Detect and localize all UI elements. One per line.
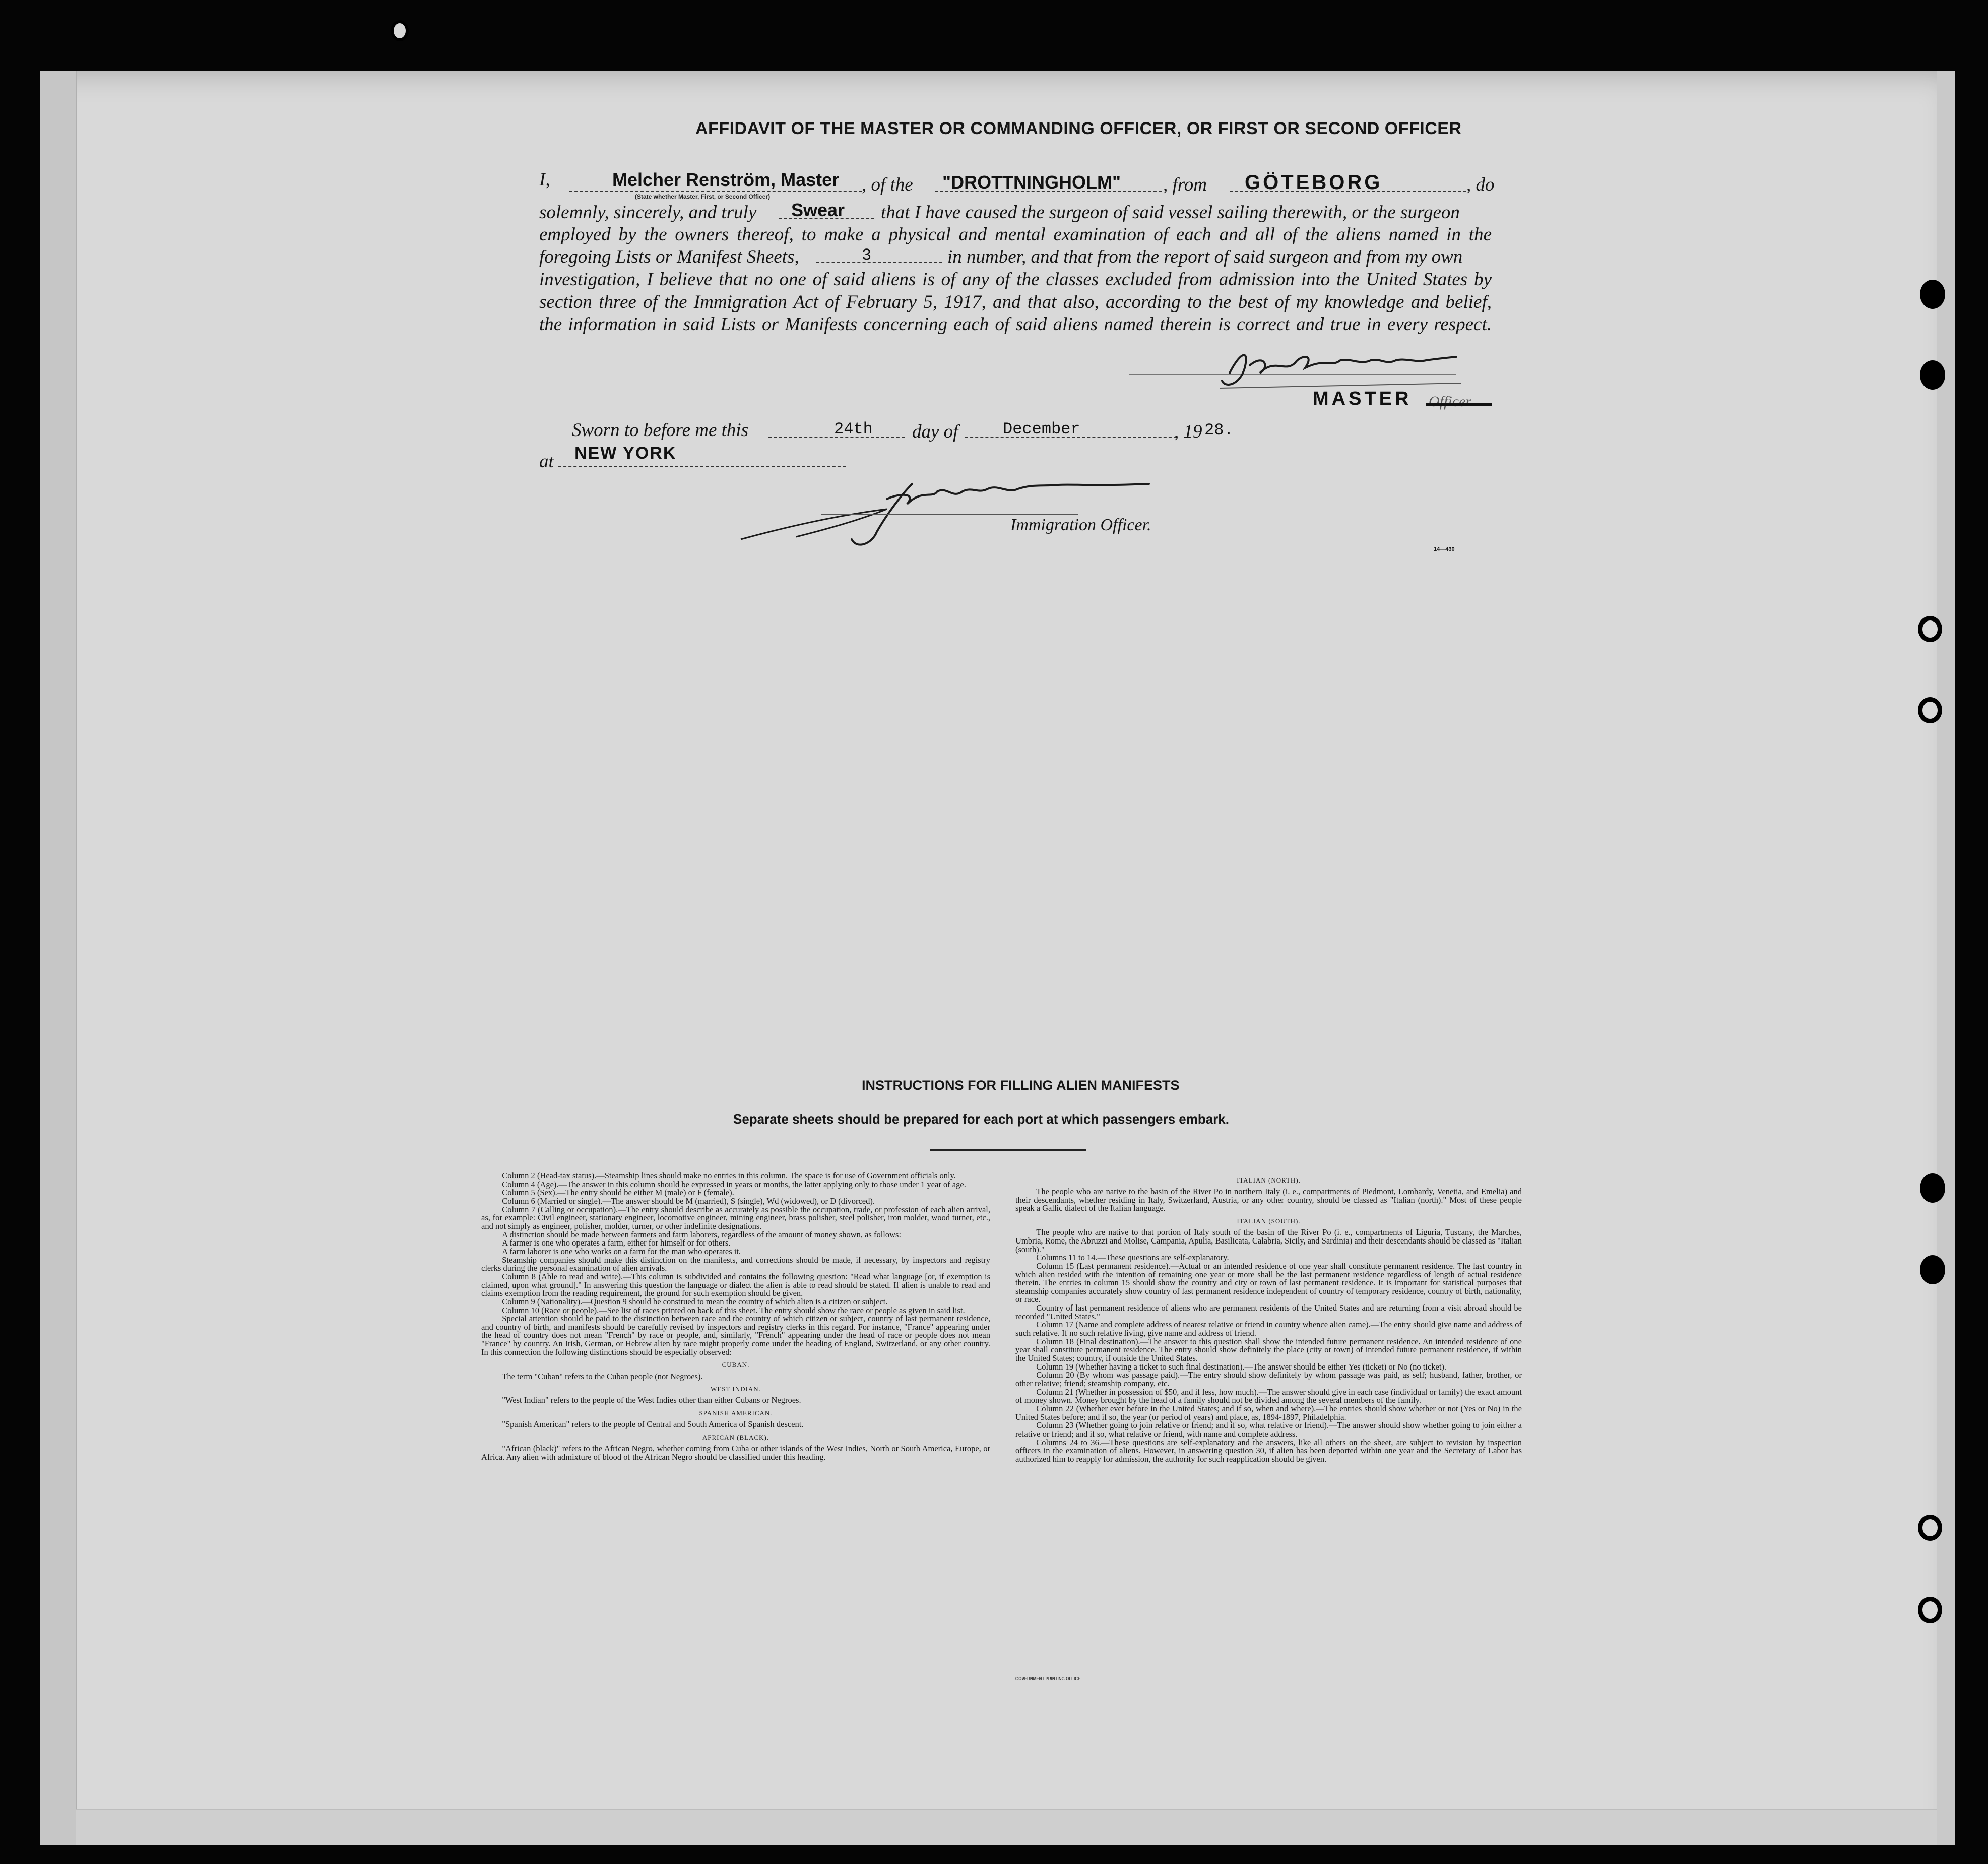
binder-hole-icon	[1920, 360, 1945, 390]
instruction-paragraph: A farm laborer is one who works on a farm for the man who operates it.	[502, 1246, 741, 1256]
officer-struck-word: Officer	[1429, 393, 1471, 410]
sheet-count: 3	[862, 246, 872, 265]
affidavit-line-1	[539, 169, 550, 191]
instruction-paragraph: Column 18 (Final destination).—The answer to this question shall show the intended future permanent residence. An intended residence of one year shall constitute permanent residence. The entry should show definitely the place (city or town) of intended future permanent residence, if within the United States; country, if outside the United States.	[1015, 1336, 1522, 1363]
instruction-paragraph: Column 2 (Head-tax status).—Steamship lines should make no entries in this column. The space is for use of Government officials only.	[502, 1171, 956, 1180]
bottom-edge	[76, 1809, 1937, 1845]
section-text: The people who are native to the basin of the River Po in northern Italy (i. e., compartments of Piedmont, Lombardy, Venetia, and Emelia) and their descendants, whether residing in Italy, Switzerland, Austria, or any other country, should be classed as "Italian (north)." Most of these people speak a Gallic dialect of the Italian language.	[1015, 1187, 1522, 1213]
master-title: MASTER	[1313, 388, 1412, 409]
binder-hole-icon	[1918, 616, 1942, 642]
affidavit-line-2-rest: that I have caused the surgeon of said vessel sailing therewith, or the surgeon	[881, 202, 1460, 223]
instruction-paragraph: Column 7 (Calling or occupation).—The entry should describe as accurately as possible the occupation, trade, or profession of each alien arrival, as, for example: Civil engineer, stationary engineer, locomotive engineer, mining engineer, brass polisher, steel polisher, iron molder, wood turner, etc., and not simply as engineer, polisher, molder, turner, or other indefinite designations.	[481, 1204, 990, 1231]
affidavit-line-4-rest: in number, and that from the report of said surgeon and from my own	[947, 246, 1463, 267]
instruction-paragraph: Column 15 (Last permanent residence).—Actual or an intended residence of one year shall constitute permanent residence. The last country in which alien resided with the intention of remaining one year or more shall be the last permanent residence regardless of length of actual residence therein. The entries in column 15 should show the country and city or town of last permanent residence. It is important for statistical purposes that steamship companies accurately show country of last permanent residence independent of country of temporary residence, country of birth, nationality, or race.	[1015, 1261, 1522, 1304]
affidavit-line-7: the information in said Lists or Manifests concerning each of said aliens named therein is correct and true in every respect.	[539, 314, 1492, 335]
of-the-label: , of the	[862, 174, 913, 195]
section-heading: AFRICAN (BLACK).	[702, 1433, 769, 1441]
master-name: Melcher Renström, Master	[612, 169, 840, 190]
port-name: GÖTEBORG	[1245, 171, 1383, 194]
form-number: 14—430	[1434, 546, 1455, 552]
instruction-paragraph: Column 8 (Able to read and write).—This column is subdivided and contains the following question: "Read what language [or, if exemption is claimed, upon what ground]." In answering this question the language or dialect the alien is able to read should be stated. If alien is unable to read and claims exemption from the reading requirement, the ground for such exemption should be given.	[481, 1271, 990, 1298]
binder-hole-icon	[1920, 280, 1945, 309]
instruction-paragraph: Column 19 (Whether having a ticket to such final destination).—The answer should be either Yes (ticket) or No (no ticket).	[1036, 1361, 1447, 1372]
affidavit-line-5: investigation, I believe that no one of said aliens is of any of the classes excluded from admission into the United States by	[539, 269, 1492, 290]
binder-hole-icon	[1918, 1515, 1942, 1541]
printer-imprint: GOVERNMENT PRINTING OFFICE	[1015, 1676, 1081, 1681]
section-heading: ITALIAN (SOUTH).	[1237, 1217, 1301, 1225]
year-prefix: , 19	[1174, 421, 1202, 442]
day-of-label: day of	[912, 421, 958, 442]
instruction-paragraph: Special attention should be paid to the distinction between race and the country of which citizen or subject, country of last permanent residence, and country of birth, and manifests should be carefully revised by inspectors and registry clerks in this regard. For instance, "France" appearing under the head of country does not mean "French" by race or people, and, similarly, "French" appearing under the head of race or people does not mean "France" by country. An Irish, German, or Hebrew alien by race might properly come under the heading of England, Switzerland, or any other country. In this connection the following distinctions should be especially observed:	[481, 1314, 990, 1357]
binder-hole-icon	[1920, 1173, 1945, 1203]
instructions-subtitle: Separate sheets should be prepared for each port at which passengers embark.	[733, 1111, 1229, 1127]
do-label: , do	[1466, 174, 1495, 195]
instruction-paragraph: Columns 11 to 14.—These questions are self-explanatory.	[1036, 1253, 1229, 1263]
section-text: "African (black)" refers to the African Negro, whether coming from Cuba or other islands of the West Indies, North or South America, Europe, or Africa. Any alien with admixture of blood of the African Negro should be classified under this heading.	[481, 1443, 990, 1462]
instructions-left-column	[481, 1172, 990, 1464]
name-underline	[569, 191, 862, 192]
sworn-day: 24th	[834, 420, 873, 439]
name-note: (State whether Master, First, or Second Officer)	[635, 193, 771, 200]
binder-hole-icon	[1918, 697, 1942, 723]
instruction-paragraph: Steamship companies should make this distinction on the manifests, and corrections should be made, if necessary, by inspectors and registry clerks during the personal examination of alien arrivals.	[481, 1255, 990, 1273]
instruction-paragraph: Column 17 (Name and complete address of nearest relative or friend in country whence alien came).—The entry should give name and address of such relative. If no such relative living, give name and address of friend.	[1015, 1320, 1522, 1338]
punch-hole-icon	[391, 20, 409, 41]
instruction-paragraph: Column 10 (Race or people).—See list of races printed on back of this sheet. The entry should show the race or people as given in said list.	[502, 1305, 965, 1315]
immigration-officer-signature	[736, 464, 1164, 554]
from-label: , from	[1163, 174, 1207, 195]
sworn-lead: Sworn to before me this	[572, 420, 749, 441]
pronoun-i: I,	[539, 169, 550, 190]
instructions-right-column	[1015, 1172, 1522, 1464]
sworn-month: December	[1003, 420, 1080, 439]
immigration-officer-label: Immigration Officer.	[1010, 516, 1151, 534]
instruction-paragraph: A farmer is one who operates a farm, either for himself or for others.	[502, 1238, 731, 1248]
count-underline	[816, 262, 942, 263]
sworn-place: NEW YORK	[574, 444, 677, 463]
instruction-paragraph: Column 20 (By whom was passage paid).—The entry should show definitely by whom passage was paid, as self; husband, father, brother, or other relative; friend; steamship company, etc.	[1015, 1370, 1522, 1389]
instruction-paragraph: Column 9 (Nationality).—Question 9 should be construed to mean the country of which alien is a citizen or subject.	[502, 1296, 888, 1307]
affidavit-title: AFFIDAVIT OF THE MASTER OR COMMANDING OFFICER, OR FIRST OR SECOND OFFICER	[695, 119, 1462, 138]
section-heading: CUBAN.	[722, 1361, 750, 1369]
affidavit-line-3: employed by the owners thereof, to make a physical and mental examination of each and all of the aliens named in the	[539, 224, 1492, 245]
section-text: The term "Cuban" refers to the Cuban people (not Negroes).	[502, 1371, 703, 1381]
page-edge	[1937, 71, 1955, 1845]
binder-hole-icon	[1920, 1255, 1945, 1284]
instructions-title: INSTRUCTIONS FOR FILLING ALIEN MANIFESTS	[862, 1078, 1180, 1093]
instruction-paragraph: Column 4 (Age).—The answer in this column should be expressed in years or months, the latter applying only to those under 1 year of age.	[502, 1179, 966, 1189]
instruction-paragraph: Column 22 (Whether ever before in the United States; and if so, when and where).—The entries should show whether or not (Yes or No) in the United States before; and if so, the year (or period of years) and place, as, 1894-1897, Philadelphia.	[1015, 1404, 1522, 1422]
instruction-paragraph: Column 6 (Married or single).—The answer should be M (married), S (single), Wd (widowed), or D (divorced).	[502, 1196, 875, 1206]
strike-line	[1426, 403, 1492, 406]
section-heading: ITALIAN (NORTH).	[1237, 1176, 1301, 1184]
instruction-paragraph: A distinction should be made between farmers and farm laborers, regardless of the amount of money shown, as follows:	[502, 1229, 902, 1239]
section-heading: WEST INDIAN.	[711, 1385, 761, 1393]
sworn-year: 28.	[1204, 421, 1234, 440]
oath-word: Swear	[791, 200, 845, 220]
section-text: "Spanish American" refers to the people of Central and South America of Spanish descent.	[502, 1419, 804, 1430]
master-signature	[1209, 338, 1471, 393]
manifest-page	[40, 71, 1955, 1845]
binder-hole-icon	[1918, 1597, 1942, 1623]
instruction-paragraph: Column 23 (Whether going to join relative or friend; and if so, what relative or friend).—The answer should show whether going to join either a relative or friend; and if so, what relative or friend, with name and complete address.	[1015, 1420, 1522, 1439]
instruction-paragraph: Country of last permanent residence of aliens who are permanent residents of the United States and are returning from a visit abroad should be recorded "United States."	[1015, 1303, 1522, 1321]
section-text: The people who are native to that portion of Italy south of the basin of the River Po (i. e., compartments of Liguria, Tuscany, the Marches, Umbria, Rome, the Abruzzi and Molise, Campania, Apulia, Basilicata, Calabria, Sicily, and Sardinia) and their descendants should be classed as "Italian (south)."	[1015, 1227, 1522, 1254]
affidavit-line-4-lead: foregoing Lists or Manifest Sheets,	[539, 246, 799, 267]
instruction-paragraph: Column 5 (Sex).—The entry should be either M (male) or F (female).	[502, 1188, 734, 1198]
instruction-paragraph: Column 21 (Whether in possession of $50, and if less, how much).—The answer should give in each case (individual or family) the exact amount of money shown. Money brought by the head of a family should not be divided among the several members of the family.	[1015, 1387, 1522, 1405]
at-label: at	[539, 451, 554, 472]
affidavit-line-2-lead: solemnly, sincerely, and truly	[539, 202, 757, 223]
section-text: "West Indian" refers to the people of the West Indies other than either Cubans or Negroes.	[502, 1395, 801, 1405]
binding-strip	[40, 71, 77, 1845]
instruction-paragraph: Columns 24 to 36.—These questions are self-explanatory and the answers, like all others on the sheet, are subject to revision by inspection officers in the examination of aliens. However, in answering question 30, if alien has been deported within one year and the Secretary of Labor has authorized him to reapply for admission, the authority for such reapplication should be given.	[1015, 1437, 1522, 1464]
section-heading: SPANISH AMERICAN.	[699, 1409, 773, 1417]
ship-name: "DROTTNINGHOLM"	[942, 172, 1121, 193]
affidavit-line-6: section three of the Immigration Act of February 5, 1917, and that also, according to the best of my knowledge and belief,	[539, 292, 1492, 313]
divider	[930, 1149, 1086, 1151]
